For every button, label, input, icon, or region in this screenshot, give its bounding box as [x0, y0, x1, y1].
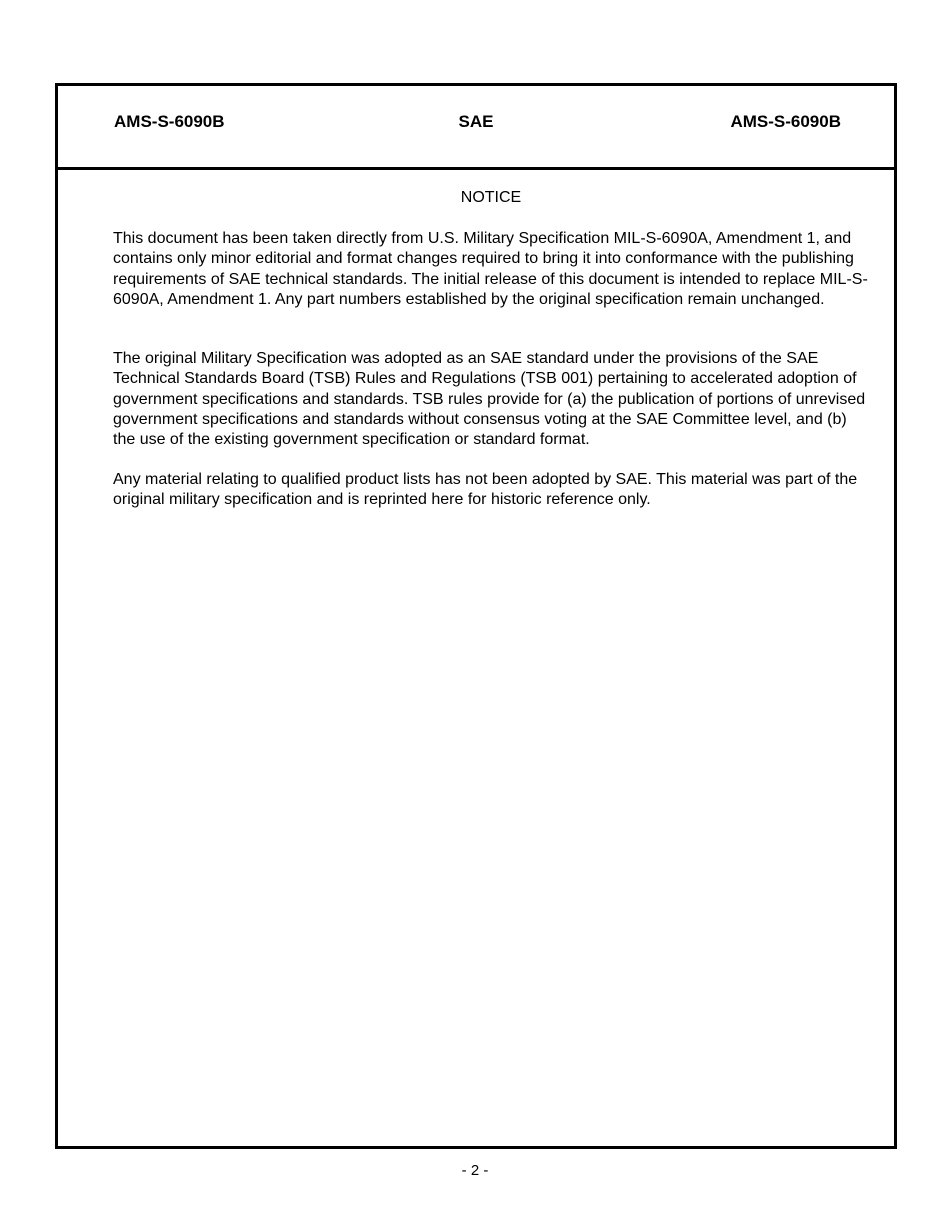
page-number: - 2 -: [461, 1162, 489, 1179]
notice-paragraph: Any material relating to qualified product lists has not been adopted by SAE. This material was part of the original military specification and is reprinted here for historic reference only.: [113, 471, 858, 509]
notice-paragraph: This document has been taken directly from U.S. Military Specification MIL-S-6090A, Amendment 1, and contains only minor editorial and format changes required to bring it into conformance with the publishing requirements of SAE technical standards. The initial release of this document is intended to replace MIL-S-6090A, Amendment 1. Any part numbers established by the original specification remain unchanged.: [113, 230, 868, 308]
header-document-code-left: AMS-S-6090B: [114, 112, 225, 131]
page-frame: [55, 83, 897, 1149]
notice-paragraph: The original Military Specification was adopted as an SAE standard under the provisions of the SAE Technical Standards Board (TSB) Rules and Regulations (TSB 001) pertaining to accelerated adoption of government specifications and standards. TSB rules provide for (a) the publication of portions of unrevised government specifications and standards without consensus voting at the SAE Committee level, and (b) the use of the existing government specification or standard format.: [113, 350, 866, 449]
header-document-code-right: AMS-S-6090B: [730, 112, 841, 131]
document-header: [58, 86, 894, 170]
notice-title: NOTICE: [460, 189, 522, 206]
header-organization-label: SAE: [458, 112, 494, 131]
